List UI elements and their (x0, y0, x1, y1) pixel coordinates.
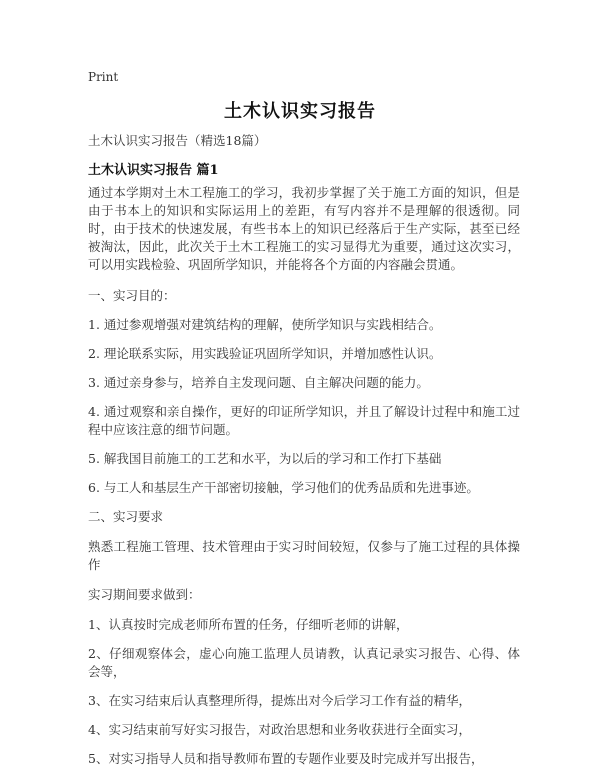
document-subtitle: 土木认识实习报告（精选18篇） (88, 133, 267, 148)
purpose-item: 3. 通过亲身参与，培养自主发现问题、自主解决问题的能力。 (88, 375, 429, 390)
document-title: 土木认识实习报告 (224, 101, 376, 122)
purpose-item: 1. 通过参观增强对建筑结构的理解，使所学知识与实践相结合。 (88, 317, 442, 332)
heading-purpose: 一、实习目的： (88, 288, 176, 303)
purpose-item: 4. 通过观察和亲自操作，更好的印证所学知识，并且了解设计过程中和施工过程中应该注意的细节问题。 (88, 404, 520, 437)
requirements-intro: 实习期间要求做到： (88, 587, 201, 602)
requirement-item: 3、在实习结束后认真整理所得，提炼出对今后学习工作有益的精华， (88, 693, 471, 708)
print-link[interactable]: Print (88, 70, 119, 84)
requirement-item: 4、实习结束前写好实习报告，对政治思想和业务收获进行全面实习， (88, 722, 471, 737)
document-body (88, 184, 520, 779)
purpose-item: 6. 与工人和基层生产干部密切接触，学习他们的优秀品质和先进事迹。 (88, 480, 479, 495)
section-title: 土木认识实习报告 篇1 (88, 163, 219, 178)
requirement-item: 5、对实习指导人员和指导教师布置的专题作业要及时完成并写出报告， (88, 751, 484, 766)
purpose-item: 2. 理论联系实际，用实践验证巩固所学知识，并增加感性认识。 (88, 346, 442, 361)
heading-requirements: 二、实习要求 (88, 509, 164, 524)
intro-paragraph: 通过本学期对土木工程施工的学习，我初步掌握了关于施工方面的知识，但是由于书本上的知识和实际运用上的差距，有写内容并不是理解的很透彻。同时，由于技术的快速发展，有些书本上的知识已经落后于生产实际，甚至已经被淘汰，因此，此次关于土木工程施工的实习显得尤为重要，通过这次实习，可以用实践检验、巩固所学知识，并能将各个方面的内容融会贯通。 (88, 185, 520, 272)
purpose-item: 5. 解我国目前施工的工艺和水平，为以后的学习和工作打下基础 (88, 451, 442, 466)
requirement-item: 2、仔细观察体会，虚心向施工监理人员请教，认真记录实习报告、心得、体会等， (88, 646, 520, 679)
requirement-item: 1、认真按时完成老师所布置的任务，仔细听老师的讲解， (88, 617, 409, 632)
requirements-intro: 熟悉工程施工管理、技术管理由于实习时间较短，仅参与了施工过程的具体操作 (88, 539, 520, 572)
